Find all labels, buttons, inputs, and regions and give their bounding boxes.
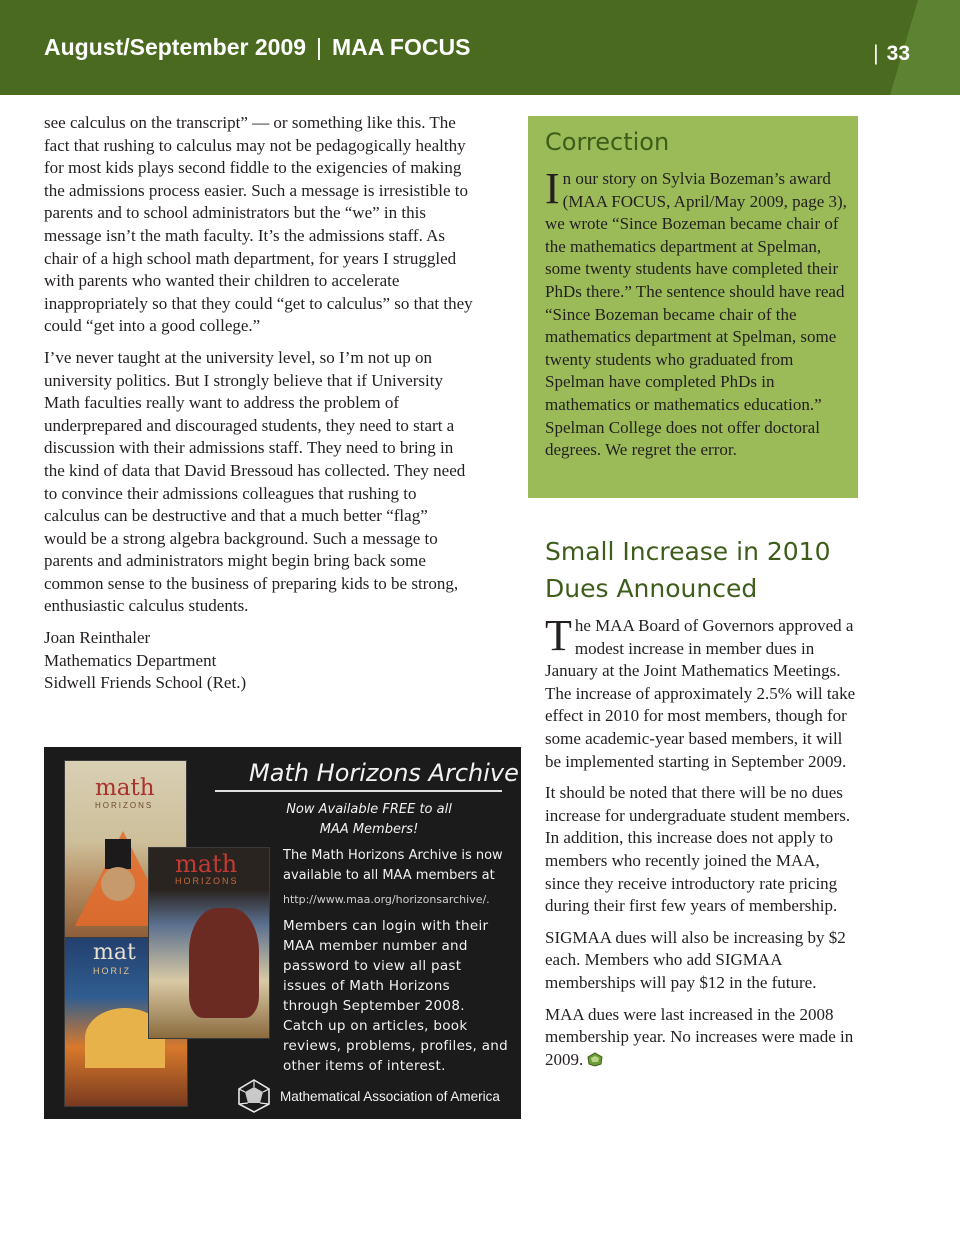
- cover-title: math: [95, 775, 155, 801]
- end-of-article-icon: [587, 1052, 603, 1067]
- letter-column: [44, 112, 474, 695]
- page-number: [873, 42, 910, 66]
- correction-body: [545, 164, 847, 462]
- ad-members-text: Members can login with their MAA member number and password to view all past issues of Math Horizons through September 2008. Catch up on articles, book reviews, problems, profiles, and other items of interest.: [283, 918, 508, 1074]
- dues-dropcap: T: [545, 611, 572, 660]
- ad-archive-link[interactable]: http://www.maa.org/horizonsarchive/.: [283, 893, 490, 906]
- correction-text: n our story on Sylvia Bozeman’s award (MAA FOCUS, April/May 2009, page 3), we wrote “Since Bozeman became chair of the mathematics department at Spelman, some twenty students have completed their PhDs there.” The sentence should have read “Since Bozeman became chair of the mathematics department at Spelman, some twenty students who graduated from Spelman have completed PhDs in mathematics or mathematics education.” Spelman College does not offer doctoral degrees. We regret the error.: [545, 169, 847, 460]
- dues-paragraph: It should be noted that there will be no dues increase for undergraduate student members. In addition, this increase does not apply to members who recently joined the MAA, since they receive introductory rate pricing during their first few years of membership.: [545, 783, 851, 916]
- signature-department: Mathematics Department: [44, 650, 217, 670]
- page-number-separator: |: [873, 42, 879, 65]
- correction-dropcap: I: [545, 164, 560, 213]
- magazine-cover-image: [148, 847, 270, 1039]
- correction-heading: Correction: [545, 128, 670, 156]
- ad-organization-name: Mathematical Association of America: [280, 1089, 500, 1104]
- dues-paragraph: The MAA Board of Governors approved a modest increase in member dues in January at the Joint Mathematics Meetings. The increase of approximately 2.5% will take effect in 2010 for most members, though for some academic-year based members, it will be implemented starting in September 2009.: [545, 611, 856, 771]
- header-title: [44, 34, 470, 61]
- ad-title-rule: [215, 790, 502, 792]
- ad-archive-text: The Math Horizons Archive is now available to all MAA members at: [283, 848, 503, 883]
- correction-box: [528, 116, 858, 498]
- cover-subtitle: HORIZONS: [95, 801, 154, 810]
- ad-free-notice: Now Available FREE to all MAA Members!: [286, 802, 452, 837]
- dues-article-body: [545, 611, 857, 1080]
- dues-article-heading: Small Increase in 2010 Dues Announced: [545, 537, 831, 603]
- letter-paragraph: I’ve never taught at the university level, so I’m not up on university politics. But I strongly believe that if University Math faculties really want to address the problem of underprepared and discouraged students, they need to start a discussion with their admissions staff. They need to bring in the kind of data that David Bressoud has collected. They need to convince their admissions colleagues that rushing to calculus can be destructive and that a much better “flag” would be a strong algebra background. Such a message to parents and administrators might begin bring back some common sense to the business of preparing kids to be strong, enthusiastic calculus students.: [44, 347, 466, 616]
- signature-school: Sidwell Friends School (Ret.): [44, 673, 247, 693]
- header-publication: MAA FOCUS: [332, 34, 471, 60]
- maa-polyhedron-logo-icon: [236, 1078, 272, 1114]
- page-number-value: 33: [886, 42, 910, 65]
- ad-title: Math Horizons Archive: [249, 759, 519, 787]
- header-issue: August/September 2009: [44, 34, 307, 60]
- cover-title: math: [175, 850, 238, 878]
- dues-paragraph: MAA dues were last increased in the 2008 membership year. No increases were made in 2009.: [545, 1004, 854, 1069]
- dues-paragraph: SIGMAA dues will also be increasing by $2 each. Members who add SIGMAA memberships will pay $12 in the future.: [545, 927, 846, 992]
- cover-subtitle: HORIZ: [93, 966, 131, 976]
- cover-subtitle: HORIZONS: [175, 876, 239, 886]
- math-horizons-ad: [44, 747, 521, 1119]
- cover-title: mat: [93, 940, 136, 965]
- letter-signature: [44, 627, 474, 695]
- signature-name: Joan Reinthaler: [44, 628, 151, 648]
- page-header: [0, 0, 960, 95]
- letter-paragraph: see calculus on the transcript” — or something like this. The fact that rushing to calculus may not be pedagogically healthy for most kids plays second fiddle to the exigencies of making the admissions process easier. Such a message is irresistible to parents and to school administrators but the “we” in this message isn’t the math faculty. It’s the admissions staff. As chair of a high school math department, for years I struggled with parents who wanted their children to accelerate inappropriately so that they could “get to calculus” so that they could “get into a good college.”: [44, 113, 473, 336]
- header-separator: |: [316, 34, 323, 60]
